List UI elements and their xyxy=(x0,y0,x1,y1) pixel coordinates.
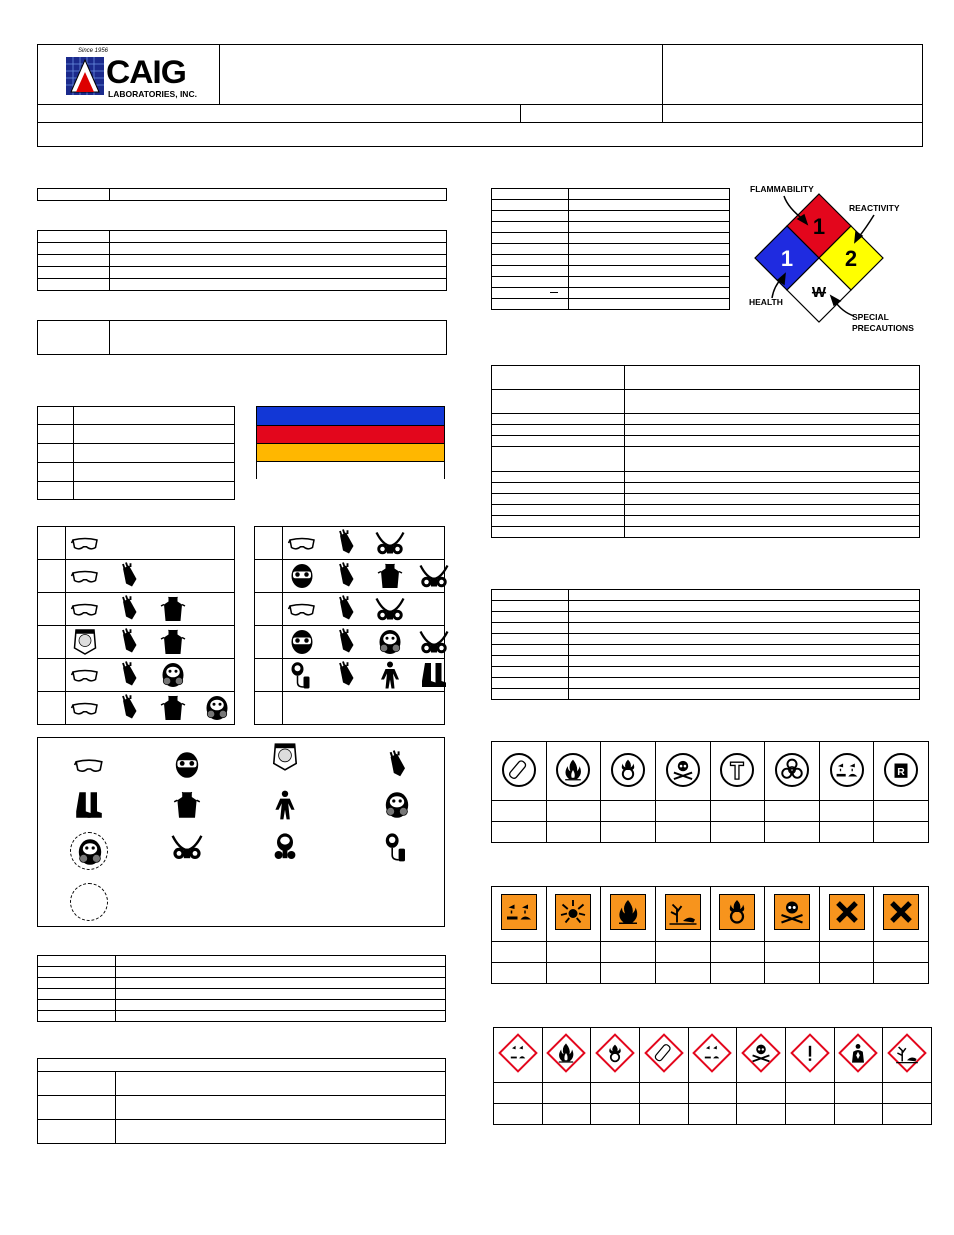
ppe-icons-cell xyxy=(66,659,235,692)
pictogram-cell xyxy=(688,1028,737,1083)
transport-table xyxy=(491,589,920,700)
corrosive-icon xyxy=(834,757,860,783)
exclamation-icon-badge xyxy=(790,1033,830,1073)
ppe-code-letter-cell xyxy=(255,659,283,692)
corrosion-icon-badge xyxy=(692,1033,732,1073)
hazard-summary-table xyxy=(37,320,447,355)
gloves-icon xyxy=(114,660,144,690)
logo-brand: CAIG xyxy=(106,54,186,90)
ppe-code-row xyxy=(255,692,445,725)
ppe-icons-cell xyxy=(66,593,235,626)
apron-icon xyxy=(158,693,188,723)
ppe-code-table-left xyxy=(37,526,235,730)
biohazard-icon xyxy=(779,757,805,783)
hmis-bar-reactivity xyxy=(257,444,444,462)
pictogram-label-cell xyxy=(601,942,656,963)
ppe-code-letter-cell xyxy=(255,593,283,626)
pictogram-label-cell xyxy=(819,801,874,822)
nfpa-diamond-group xyxy=(744,180,924,338)
hmis-bar-ppe xyxy=(257,462,444,480)
environment-icon-badge xyxy=(665,894,701,930)
flame-icon-badge xyxy=(556,753,590,787)
gloves-icon xyxy=(331,627,361,657)
ppe-icons-cell xyxy=(283,626,445,659)
ppe-icons-cell xyxy=(283,527,445,560)
full-suit-icon xyxy=(375,660,405,690)
header-divider-h2 xyxy=(37,122,923,123)
pictogram-label-cell xyxy=(765,801,820,822)
safety-glasses-icon xyxy=(70,561,100,591)
gloves-icon xyxy=(114,594,144,624)
nfpa-reactivity-value: 2 xyxy=(844,246,858,271)
properties-table-left xyxy=(37,955,446,1022)
gloves-icon xyxy=(331,528,361,558)
radioactive-icon-badge xyxy=(884,753,918,787)
pictogram-label-cell xyxy=(494,1104,543,1125)
pictogram-label-cell xyxy=(737,1083,786,1104)
ppe-code-letter-cell xyxy=(255,692,283,725)
corrosion-icon xyxy=(700,1041,724,1065)
pictogram-label-cell xyxy=(546,822,601,843)
irritant-x-icon-badge xyxy=(883,894,919,930)
ppe-code-row xyxy=(255,527,445,560)
first-aid-table xyxy=(37,1058,446,1144)
pictogram-cell xyxy=(655,887,710,942)
safety-glasses-icon-legend-item xyxy=(70,746,108,784)
pictogram-label-cell xyxy=(542,1104,591,1125)
dust-mask-icon-legend-item xyxy=(168,828,206,866)
skull-icon xyxy=(749,1041,773,1065)
safety-glasses-icon xyxy=(70,660,100,690)
respirator-icon xyxy=(202,693,232,723)
pictogram-label-cell xyxy=(785,1104,834,1125)
pictogram-label-cell xyxy=(765,822,820,843)
apron-icon xyxy=(171,789,203,821)
pictogram-label-cell xyxy=(542,1083,591,1104)
dust-mask-icon xyxy=(419,561,449,591)
ppe-legend-box xyxy=(37,737,445,927)
pictogram-label-cell xyxy=(601,822,656,843)
safety-glasses-icon xyxy=(70,693,100,723)
ppe-icons-cell xyxy=(283,659,445,692)
ppe-code-row xyxy=(38,593,235,626)
skull-icon-badge xyxy=(741,1033,781,1073)
ppe-icons-cell xyxy=(283,560,445,593)
gloves-icon xyxy=(114,627,144,657)
flame-icon xyxy=(554,1041,578,1065)
pictogram-label-cell xyxy=(546,963,601,984)
apron-icon xyxy=(375,561,405,591)
pictogram-cell xyxy=(765,887,820,942)
ppe-icons-cell xyxy=(283,593,445,626)
pictogram-label-cell xyxy=(874,822,929,843)
safety-glasses-icon xyxy=(73,749,105,781)
corrosive-icon-badge xyxy=(830,753,864,787)
ppe-code-row xyxy=(255,560,445,593)
dust-mask-icon xyxy=(419,627,449,657)
ghs-pictogram-grid xyxy=(493,1027,922,1126)
pictogram-label-cell xyxy=(785,1083,834,1104)
pictogram-label-cell xyxy=(883,1083,932,1104)
pictogram-cell xyxy=(710,742,765,801)
pictogram-label-cell xyxy=(765,942,820,963)
pictogram-label-cell xyxy=(883,1104,932,1125)
ppe-code-letter-cell xyxy=(38,560,66,593)
header-divider-v3 xyxy=(520,104,521,122)
ppe-icons-cell xyxy=(66,626,235,659)
boots-icon-legend-item xyxy=(70,786,108,824)
toxic-icon-badge xyxy=(774,894,810,930)
pictogram-cell xyxy=(591,1028,640,1083)
safety-glasses-icon xyxy=(70,594,100,624)
dust-mask-icon xyxy=(375,594,405,624)
pictogram-cell xyxy=(542,1028,591,1083)
pictogram-label-cell xyxy=(819,822,874,843)
supplied-air-icon xyxy=(381,831,413,863)
harmful-x-icon xyxy=(832,897,862,927)
ppe-code-grid xyxy=(254,526,445,725)
respirator-icon-legend-item xyxy=(70,832,108,870)
pictogram-label-cell xyxy=(710,942,765,963)
ppe-icons-cell xyxy=(66,560,235,593)
header-divider-h1 xyxy=(37,104,923,105)
identity-table xyxy=(37,188,447,201)
gloves-icon-legend-item xyxy=(378,746,416,784)
pictogram-label-cell xyxy=(591,1104,640,1125)
gloves-icon xyxy=(114,561,144,591)
pictogram-label-cell xyxy=(494,1083,543,1104)
ppe-code-grid xyxy=(37,526,235,725)
hmis-rating-table xyxy=(37,406,235,500)
ppe-code-row xyxy=(38,692,235,725)
ppe-code-row xyxy=(38,527,235,560)
face-shield-icon-legend-item xyxy=(266,738,304,776)
pictogram-cell xyxy=(601,887,656,942)
boots-icon xyxy=(419,660,449,690)
ppe-code-letter-cell xyxy=(38,626,66,659)
pictogram-label-cell xyxy=(655,963,710,984)
ppe-code-letter-cell xyxy=(255,527,283,560)
apron-icon-legend-item xyxy=(168,786,206,824)
flame-over-circle-icon-badge xyxy=(595,1033,635,1073)
goggles-icon xyxy=(287,627,317,657)
pictogram-cell xyxy=(494,1028,543,1083)
nfpa-precautions-label: PRECAUTIONS xyxy=(852,323,914,333)
toxic-t-icon xyxy=(724,757,750,783)
air-line-respirator-icon-legend-item xyxy=(266,828,304,866)
biohazard-icon-badge xyxy=(775,753,809,787)
goggles-icon-legend-item xyxy=(168,746,206,784)
boots-icon xyxy=(73,789,105,821)
ppe-code-row xyxy=(255,626,445,659)
oxidizing-icon xyxy=(722,897,752,927)
flame-over-circle-icon xyxy=(603,1041,627,1065)
pictogram-label-cell xyxy=(601,801,656,822)
pictogram-label-cell xyxy=(765,963,820,984)
pictogram-label-cell xyxy=(688,1083,737,1104)
safety-glasses-icon xyxy=(70,528,100,558)
ppe-code-letter-cell xyxy=(38,593,66,626)
safety-glasses-icon xyxy=(287,594,317,624)
pictogram-label-cell xyxy=(737,1104,786,1125)
logo-company: LABORATORIES, INC. xyxy=(108,89,197,99)
respirator-icon xyxy=(74,836,106,868)
ppe-icons-cell xyxy=(66,527,235,560)
pictogram-label-cell xyxy=(874,801,929,822)
ppe-code-letter-cell xyxy=(38,527,66,560)
gas-cylinder-icon-badge xyxy=(644,1033,684,1073)
pictogram-cell xyxy=(765,742,820,801)
full-suit-icon xyxy=(269,789,301,821)
pictogram-label-cell xyxy=(688,1104,737,1125)
nfpa-flammability-value: 1 xyxy=(812,214,826,239)
ppe-code-row xyxy=(255,659,445,692)
pictogram-label-cell xyxy=(834,1083,883,1104)
pictogram-cell xyxy=(601,742,656,801)
dust-mask-icon xyxy=(375,528,405,558)
ppe-code-letter-cell xyxy=(255,626,283,659)
pictogram-cell xyxy=(655,742,710,801)
pictogram-label-cell xyxy=(819,963,874,984)
pictogram-label-cell xyxy=(492,801,547,822)
gas-cylinder-icon-badge xyxy=(502,753,536,787)
environment-icon xyxy=(668,897,698,927)
face-shield-icon xyxy=(269,741,301,773)
flammable-icon xyxy=(613,897,643,927)
pictogram-label-cell xyxy=(874,963,929,984)
nfpa-reactivity-label: REACTIVITY xyxy=(849,203,900,213)
header-divider-v1 xyxy=(219,44,220,104)
pictogram-label-cell xyxy=(591,1083,640,1104)
gloves-icon xyxy=(331,594,361,624)
flammable-icon-badge xyxy=(610,894,646,930)
nfpa-health-value: 1 xyxy=(780,246,794,271)
pictogram-cell xyxy=(710,887,765,942)
pictogram-label-cell xyxy=(834,1104,883,1125)
respirator-icon xyxy=(381,789,413,821)
corrosion-icon xyxy=(506,1041,530,1065)
pictogram-label-cell xyxy=(546,801,601,822)
respirator-icon xyxy=(375,627,405,657)
pictogram-label-cell xyxy=(546,942,601,963)
pictogram-label-cell xyxy=(710,801,765,822)
pictogram-cell xyxy=(546,887,601,942)
nfpa-special-label: SPECIAL xyxy=(852,312,889,322)
corrosive-icon xyxy=(504,897,534,927)
health-hazard-icon xyxy=(846,1041,870,1065)
ppe-icons-cell xyxy=(66,692,235,725)
ppe-code-row xyxy=(38,626,235,659)
harmful-x-icon-badge xyxy=(829,894,865,930)
environment-icon xyxy=(895,1041,919,1065)
ppe-code-table-right xyxy=(254,526,445,730)
pictogram-cell xyxy=(883,1028,932,1083)
oxidizer-icon xyxy=(615,757,641,783)
dust-mask-icon xyxy=(171,831,203,863)
corrosive-icon-badge xyxy=(501,894,537,930)
gloves-icon xyxy=(331,660,361,690)
composition-table xyxy=(37,230,447,291)
eu-pictogram-grid xyxy=(491,886,920,985)
pictogram-label-cell xyxy=(492,822,547,843)
hmis-bar-flammability xyxy=(257,426,444,444)
pictogram-table xyxy=(493,1027,932,1125)
full-suit-icon-legend-item xyxy=(266,786,304,824)
pictogram-label-cell xyxy=(601,963,656,984)
pictogram-label-cell xyxy=(639,1083,688,1104)
flame-icon xyxy=(560,757,586,783)
air-line-respirator-icon xyxy=(269,831,301,863)
dot-pictogram-grid xyxy=(491,741,920,844)
ppe-code-row xyxy=(38,560,235,593)
pictogram-cell xyxy=(492,742,547,801)
pictogram-cell xyxy=(819,742,874,801)
toxic-icon xyxy=(777,897,807,927)
nfpa-flammability-label: FLAMMABILITY xyxy=(750,184,814,194)
pictogram-label-cell xyxy=(492,942,547,963)
pictogram-table xyxy=(491,886,929,984)
respirator-icon-legend-item xyxy=(378,786,416,824)
face-shield-icon xyxy=(70,627,100,657)
environment-icon-badge xyxy=(887,1033,927,1073)
safety-glasses-icon xyxy=(287,528,317,558)
hmis-color-bars xyxy=(256,406,445,479)
gloves-icon xyxy=(381,749,413,781)
pictogram-cell xyxy=(737,1028,786,1083)
nfpa-special-value: W xyxy=(811,284,827,301)
pictogram-table xyxy=(491,741,929,843)
apron-icon xyxy=(158,627,188,657)
pictogram-label-cell xyxy=(655,942,710,963)
apron-icon xyxy=(158,594,188,624)
pictogram-label-cell xyxy=(639,1104,688,1125)
gloves-icon xyxy=(331,561,361,591)
pictogram-cell xyxy=(834,1028,883,1083)
pictogram-label-cell xyxy=(492,963,547,984)
nfpa-health-label: HEALTH xyxy=(749,297,783,307)
pictogram-label-cell xyxy=(655,801,710,822)
pictogram-cell xyxy=(492,887,547,942)
pictogram-cell xyxy=(874,742,929,801)
pictogram-cell xyxy=(785,1028,834,1083)
skull-icon-badge xyxy=(666,753,700,787)
health-hazard-icon-badge xyxy=(838,1033,878,1073)
toxic-t-icon-badge xyxy=(720,753,754,787)
pictogram-cell xyxy=(819,887,874,942)
hmis-bar-health xyxy=(257,407,444,426)
irritant-x-icon xyxy=(886,897,916,927)
explosive-icon-badge xyxy=(555,894,591,930)
underline-mark xyxy=(550,292,558,293)
gas-cylinder-icon xyxy=(652,1041,676,1065)
svg-text:R: R xyxy=(897,766,905,778)
gloves-icon xyxy=(114,693,144,723)
ppe-code-row xyxy=(38,659,235,692)
goggles-icon xyxy=(171,749,203,781)
blank-legend-item xyxy=(70,883,108,921)
flame-icon-badge xyxy=(546,1033,586,1073)
corrosion-icon-badge xyxy=(498,1033,538,1073)
oxidizing-icon-badge xyxy=(719,894,755,930)
header-divider-v2 xyxy=(662,44,663,122)
pictogram-label-cell xyxy=(655,822,710,843)
pictogram-cell xyxy=(639,1028,688,1083)
explosive-icon xyxy=(558,897,588,927)
regulatory-table xyxy=(491,365,920,538)
respirator-icon xyxy=(158,660,188,690)
supplied-air-icon xyxy=(287,660,317,690)
ppe-code-letter-cell xyxy=(255,560,283,593)
physical-data-table xyxy=(491,188,730,310)
supplied-air-icon-legend-item xyxy=(378,828,416,866)
company-logo xyxy=(64,48,197,104)
logo-since: Since 1956 xyxy=(78,48,109,54)
pictogram-label-cell xyxy=(710,822,765,843)
gas-cylinder-icon xyxy=(506,757,532,783)
oxidizer-icon-badge xyxy=(611,753,645,787)
ppe-code-row xyxy=(255,593,445,626)
ppe-code-letter-cell xyxy=(38,659,66,692)
pictogram-label-cell xyxy=(819,942,874,963)
ppe-icons-cell xyxy=(283,692,445,725)
radioactive-icon xyxy=(888,757,914,783)
pictogram-label-cell xyxy=(874,942,929,963)
goggles-icon xyxy=(287,561,317,591)
pictogram-cell xyxy=(874,887,929,942)
skull-icon xyxy=(670,757,696,783)
pictogram-label-cell xyxy=(710,963,765,984)
exclamation-icon xyxy=(798,1041,822,1065)
ppe-code-letter-cell xyxy=(38,692,66,725)
pictogram-cell xyxy=(546,742,601,801)
